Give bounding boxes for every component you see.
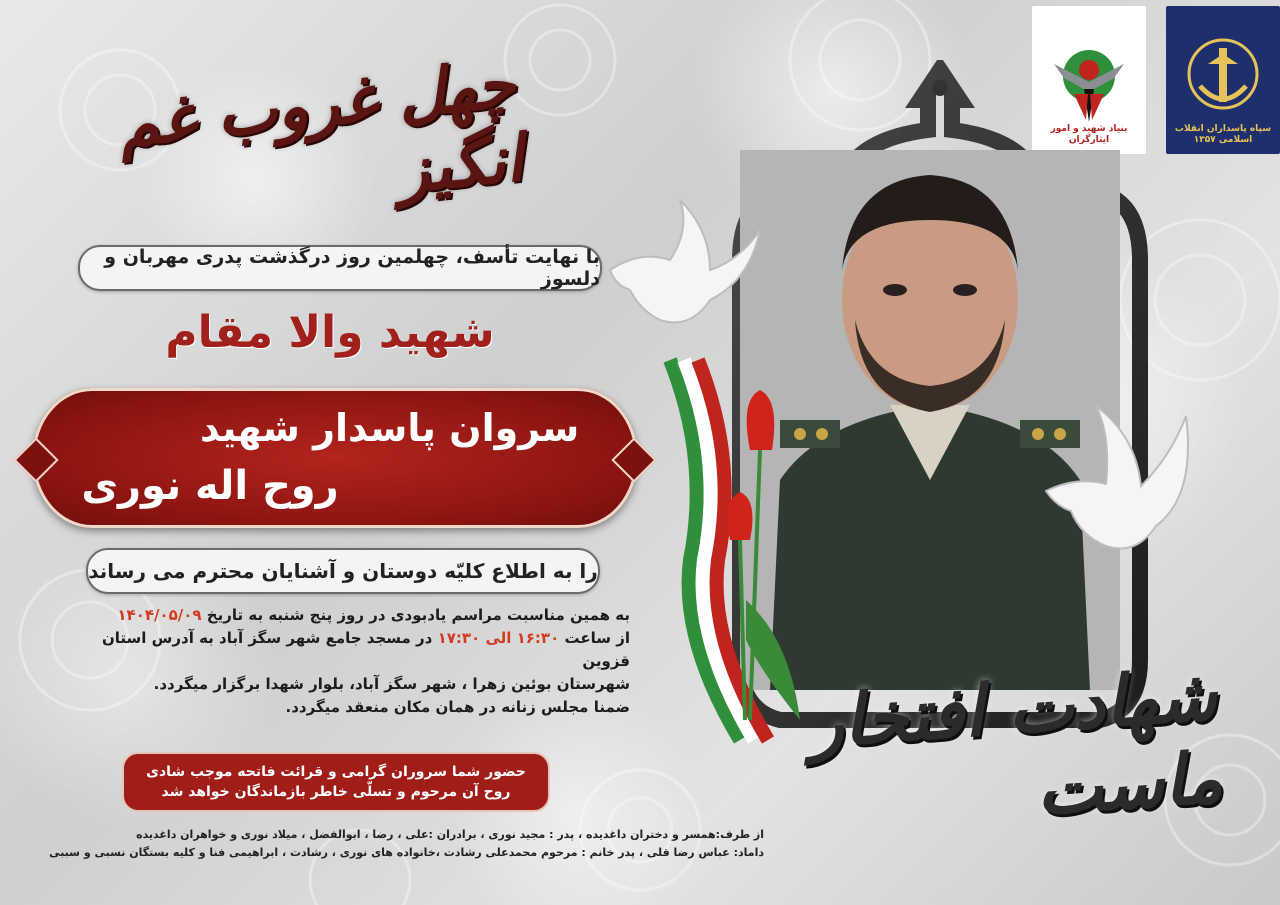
sepah-logo: [1166, 6, 1280, 154]
ceremony-time: ۱۶:۳۰ الی ۱۷:۳۰: [437, 629, 560, 647]
details-line-1: [50, 604, 630, 627]
condolence-line-2: روح آن مرحوم و تسلّی خاطر بازماندگان خواهد شد: [161, 784, 511, 800]
slogan-calligraphy: شهادت افتخار ماست: [806, 652, 1226, 832]
dove-right-icon: [1036, 396, 1206, 566]
condolence-line-1: حضور شما سروران گرامی و قرائت فاتحه موجب شادی: [146, 764, 526, 780]
details-date-prefix: به همین مناسبت مراسم یادبودی در روز پنج شنبه به تاریخ: [206, 606, 630, 624]
details-location: در مسجد جامع شهر سگز آباد به آدرس استان قزوین: [102, 629, 630, 670]
martyr-heading: شهید والا مقام: [165, 306, 495, 358]
calligraphy-title: چهل غروب غم انگیز: [114, 46, 527, 209]
rank-title: سروان پاسدار شهید: [200, 406, 580, 450]
ceremony-date: ۱۴۰۴/۰۵/۰۹: [117, 606, 202, 624]
notify-banner: [86, 548, 600, 594]
bonyad-logo-text: بنیاد شهید و امور ایثارگران: [1050, 124, 1128, 145]
sepah-emblem-icon: [1178, 34, 1268, 124]
intro-text: با نهایت تأسف، چهلمین روز درگذشت پدری مهربان و دلسوز: [104, 246, 600, 290]
ceremony-details: [50, 604, 630, 719]
family-line-1: از طرف:همسر و دختران داغدیده ، پدر : مجید نوری ، برادران :علی ، رضا ، ابوالفضل ، میلاد نوری و خواهران داغدیده: [136, 828, 764, 841]
martyr-name: روح اله نوری: [81, 463, 339, 509]
condolence-box: [122, 752, 550, 812]
family-footer: [4, 826, 764, 862]
details-line-2: [50, 627, 630, 673]
details-line-3: شهرستان بوئین زهرا ، شهر سگز آباد، بلوار شهدا برگزار میگردد.: [153, 675, 630, 693]
details-time-prefix: از ساعت: [564, 629, 630, 647]
details-line-4: ضمنا مجلس زنانه در همان مکان منعقد میگردد.: [285, 698, 630, 716]
sepah-logo-text: سپاه پاسداران انقلاب اسلامی ۱۳۵۷: [1174, 124, 1272, 145]
dove-left-icon: [600, 190, 770, 340]
family-line-2: داماد: عباس رضا قلی ، پدر خانم : مرحوم محمدعلی رشادت ،خانواده های نوری ، رشادت ، ابراهیمی فنا و کلیه بستگان نسبی و سببی: [49, 846, 764, 859]
intro-banner: [78, 245, 602, 291]
notify-text: را به اطلاع کلیّه دوستان و آشنایان محترم می رساند: [88, 559, 598, 583]
